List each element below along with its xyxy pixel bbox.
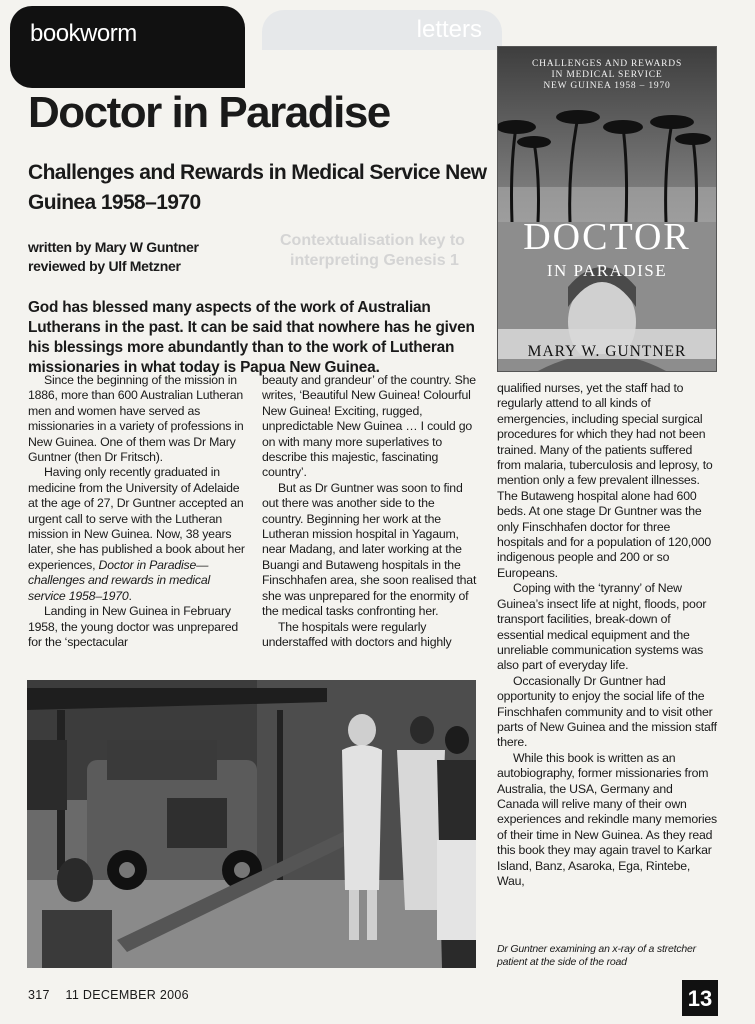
paragraph-end: . <box>128 588 132 603</box>
book-cover <box>497 46 717 372</box>
paragraph: beauty and grandeur’ of the country. She writes, ‘Beautiful New Guinea! Colourful New Guinea! Exciting, rugged, unpredictable New Guinea … I could go on with many more superlatives to describe this majestic, fascinating country’. <box>262 373 476 480</box>
column-2 <box>262 373 477 650</box>
cover-title: DOCTOR <box>523 216 691 258</box>
paragraph: While this book is written as an autobiography, former missionaries from Australia, the USA, Germany and Canada will relive many of their own experiences and rekindle many memories of their time in New Guinea. As they read this book they may again travel to Karkar Island, Banz, Asaroka, Ega, Rintebe, Wau, <box>497 750 718 888</box>
article-title: Doctor in Paradise <box>28 88 390 137</box>
paragraph: Since the beginning of the mission in 1886, more than 600 Australian Lutheran men and women have served as missionaries in a variety of professions in New Guinea. One of them was Dr Mary Guntner (then Dr Fritsch). <box>28 373 244 465</box>
paragraph-text: Having only recently graduated in medicine from the University of Adelaide at the age of 27, Dr Guntner accepted an urgent call to serve with the Lutheran mission in New Guinea. Now, 38 years later, she has published a book about her experiences, <box>28 465 245 572</box>
section-tab-label: bookworm <box>30 20 137 47</box>
cover-subtitle-line-1: CHALLENGES AND REWARDS <box>531 59 683 69</box>
book-title-italic: Doctor in Paradise—challenges and rewards in medical service 1958–1970 <box>28 557 211 603</box>
column-3 <box>497 381 717 889</box>
photo-illustration <box>27 680 476 968</box>
column-1 <box>28 373 248 650</box>
paragraph: qualified nurses, yet the staff had to regularly attend to all kinds of emergencies, including special surgical procedures for which they had not been trained. Many of the patients suffered from malaria, tuberculosis and leprosy, to mention only a few prevalent illnesses. The Butaweng hospital alone had 600 beds. At one stage Dr Guntner was the only Finschhafen doctor for three hospitals and for a population of 120,000 indigenous people and 200 or so Europeans. <box>497 381 713 580</box>
cover-author: MARY W. GUNTNER <box>527 343 687 360</box>
cover-illustration <box>498 47 716 371</box>
cover-subtitle-line-3: NEW GUINEA 1958 – 1970 <box>543 81 671 91</box>
paragraph: The hospitals were regularly understaffed with doctors and highly <box>262 619 452 649</box>
byline <box>28 238 199 276</box>
cover-subtitle <box>498 59 716 92</box>
cover-title-sub: IN PARADISE <box>546 261 668 280</box>
paragraph: Coping with the ‘tyranny’ of New Guinea’s insect life at night, floods, poor transport facilities, break-down of essential medical equipment and the unreliable communication systems was also part of everyday life. <box>497 581 707 673</box>
article-photo <box>27 680 476 968</box>
section-tab <box>10 6 245 88</box>
issue-number: 317 <box>28 988 50 1002</box>
ghost-letters-tab <box>262 10 502 50</box>
paragraph: But as Dr Guntner was soon to find out there was another side to the country. Beginning her work at the Lutheran mission hospital in Yagaum, near Madang, and later working at the Buangi and Butaweng hospitals in the Finschhafen area, she soon realised that she was unprepared for the enormity of the medical tasks confronting her. <box>262 480 477 619</box>
article-subtitle: Challenges and Rewards in Medical Service New Guinea 1958–1970 <box>28 161 487 214</box>
photo-caption: Dr Guntner examining an x-ray of a stretcher patient at the side of the road <box>497 943 696 968</box>
cover-subtitle-line-2: IN MEDICAL SERVICE <box>551 70 663 80</box>
author-line: written by Mary W Guntner <box>28 239 199 255</box>
ghost-letters-label: letters <box>416 16 482 43</box>
ghost-heading-1: Contextualisation key to <box>280 232 465 249</box>
issue-date: 11 DECEMBER 2006 <box>65 988 189 1002</box>
paragraph <box>28 465 248 604</box>
page-footer <box>28 988 201 1002</box>
article-intro: God has blessed many aspects of the work of Australian Lutherans in the past. It can be said that nowhere has he given his blessings more abundantly than to the work of Lutheran missionaries in what today is Papua New Guinea. <box>28 299 475 376</box>
reviewer-line: reviewed by Ulf Metzner <box>28 258 181 274</box>
paragraph: Occasionally Dr Guntner had opportunity to enjoy the social life of the Finschhafen community and to visit other parts of New Guinea and the mission staff there. <box>497 673 717 750</box>
ghost-heading-2: interpreting Genesis 1 <box>290 252 459 269</box>
page-number: 13 <box>682 980 718 1016</box>
paragraph: Landing in New Guinea in February 1958, the young doctor was unprepared for the ‘spectacular <box>28 604 238 649</box>
